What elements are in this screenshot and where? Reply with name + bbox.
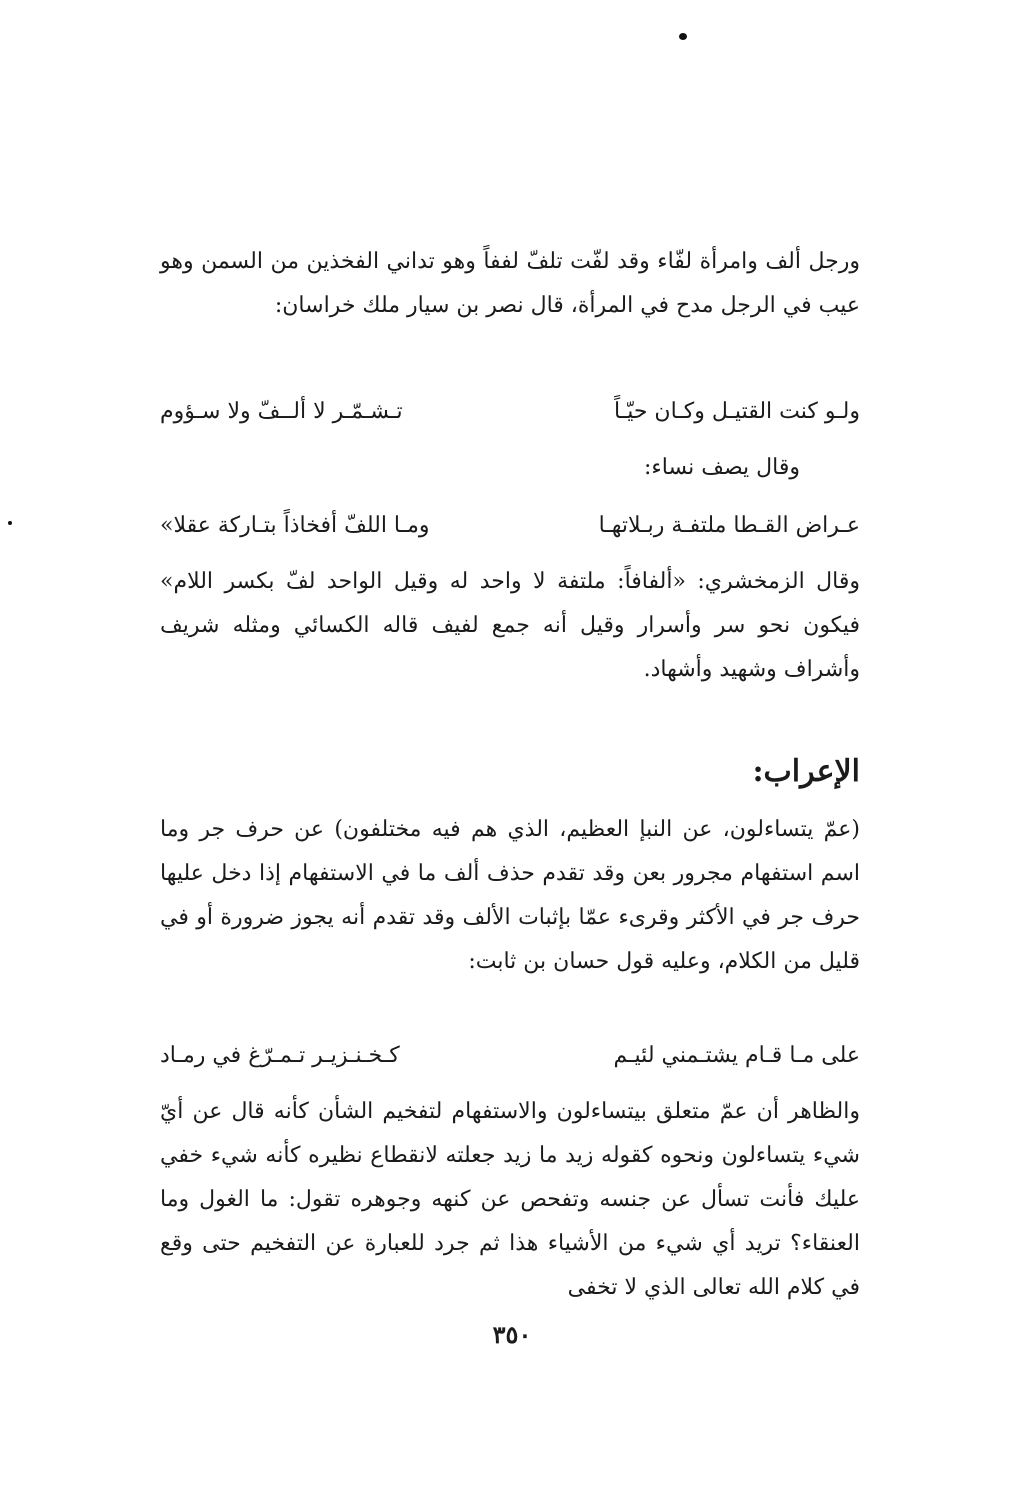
verse-second-hemistich: كـخـنـزيـر تـمـرّغ في رمـاد — [160, 1043, 400, 1068]
verse-first-hemistich: عـراض القـطا ملتفـة ربـلاتهـا — [598, 513, 860, 538]
paragraph-irab-analysis: (عمّ يتساءلون، عن النبإ العظيم، الذي هم فيه مختلفون) عن حرف جر وما اسم استفهام مجرور بعن وقد تقدم حذف ألف ما في الاستفهام إذا دخل عليها حرف جر في الأكثر وقرىء عمّا بإثبات الألف وقد تقدم أنه يجوز ضرورة أو في قليل من الكلام، وعليه قول حسان بن ثابت: — [160, 817, 860, 974]
section-heading-irab: الإعراب: — [752, 754, 860, 789]
paragraph-intro-verse: وقال يصف نساء: — [644, 455, 800, 480]
verse-second-hemistich: ومـا اللفّ أفخاذاً بتـاركة عقلا» — [160, 513, 430, 538]
verse-nasr-ibn-sayyar — [160, 392, 860, 432]
paragraph-lexical-note: ورجل ألف وامرأة لفّاء وقد لفّت تلفّ لففاً وهو تداني الفخذين من السمن وهو عيب في الرجل مدح في المرأة، قال نصر بن سيار ملك خراسان: — [160, 249, 860, 318]
ink-dot — [8, 521, 12, 525]
paragraph-tafkhim: والظاهر أن عمّ متعلق بيتساءلون والاستفهام لتفخيم الشأن كأنه قال عن أيّ شيء يتساءلون ونحوه كقوله زيد ما زيد جعلته لانقطاع نظيره كأنه شيء خفي عليك فأنت تسأل عن جنسه وتفحص عن كنهه وجوهره تقول: ما الغول وما العنقاء؟ تريد أي شيء من الأشياء هذا ثم جرد للعبارة عن التفخيم حتى وقع في كلام الله تعالى الذي لا تخفى — [160, 1099, 860, 1300]
verse-hassan-ibn-thabit — [160, 1036, 860, 1076]
verse-describing-women — [160, 506, 860, 546]
verse-second-hemistich: تـشـمّـر لا ألــفّ ولا سـؤوم — [160, 399, 403, 424]
verse-first-hemistich: ولـو كنت القتيـل وكـان حيّـاً — [614, 399, 860, 424]
verse-first-hemistich: على مـا قـام يشتـمني لئيـم — [613, 1043, 860, 1068]
ink-dot — [679, 33, 687, 40]
page-number: ٣٥٠ — [492, 1320, 532, 1349]
paragraph-zamakhshari: وقال الزمخشري: «ألفافاً: ملتفة لا واحد له وقيل الواحد لفّ بكسر اللام» فيكون نحو سر وأسرار وقيل أنه جمع لفيف قاله الكسائي ومثله شريف وأشراف وشهيد وأشهاد. — [160, 569, 860, 682]
